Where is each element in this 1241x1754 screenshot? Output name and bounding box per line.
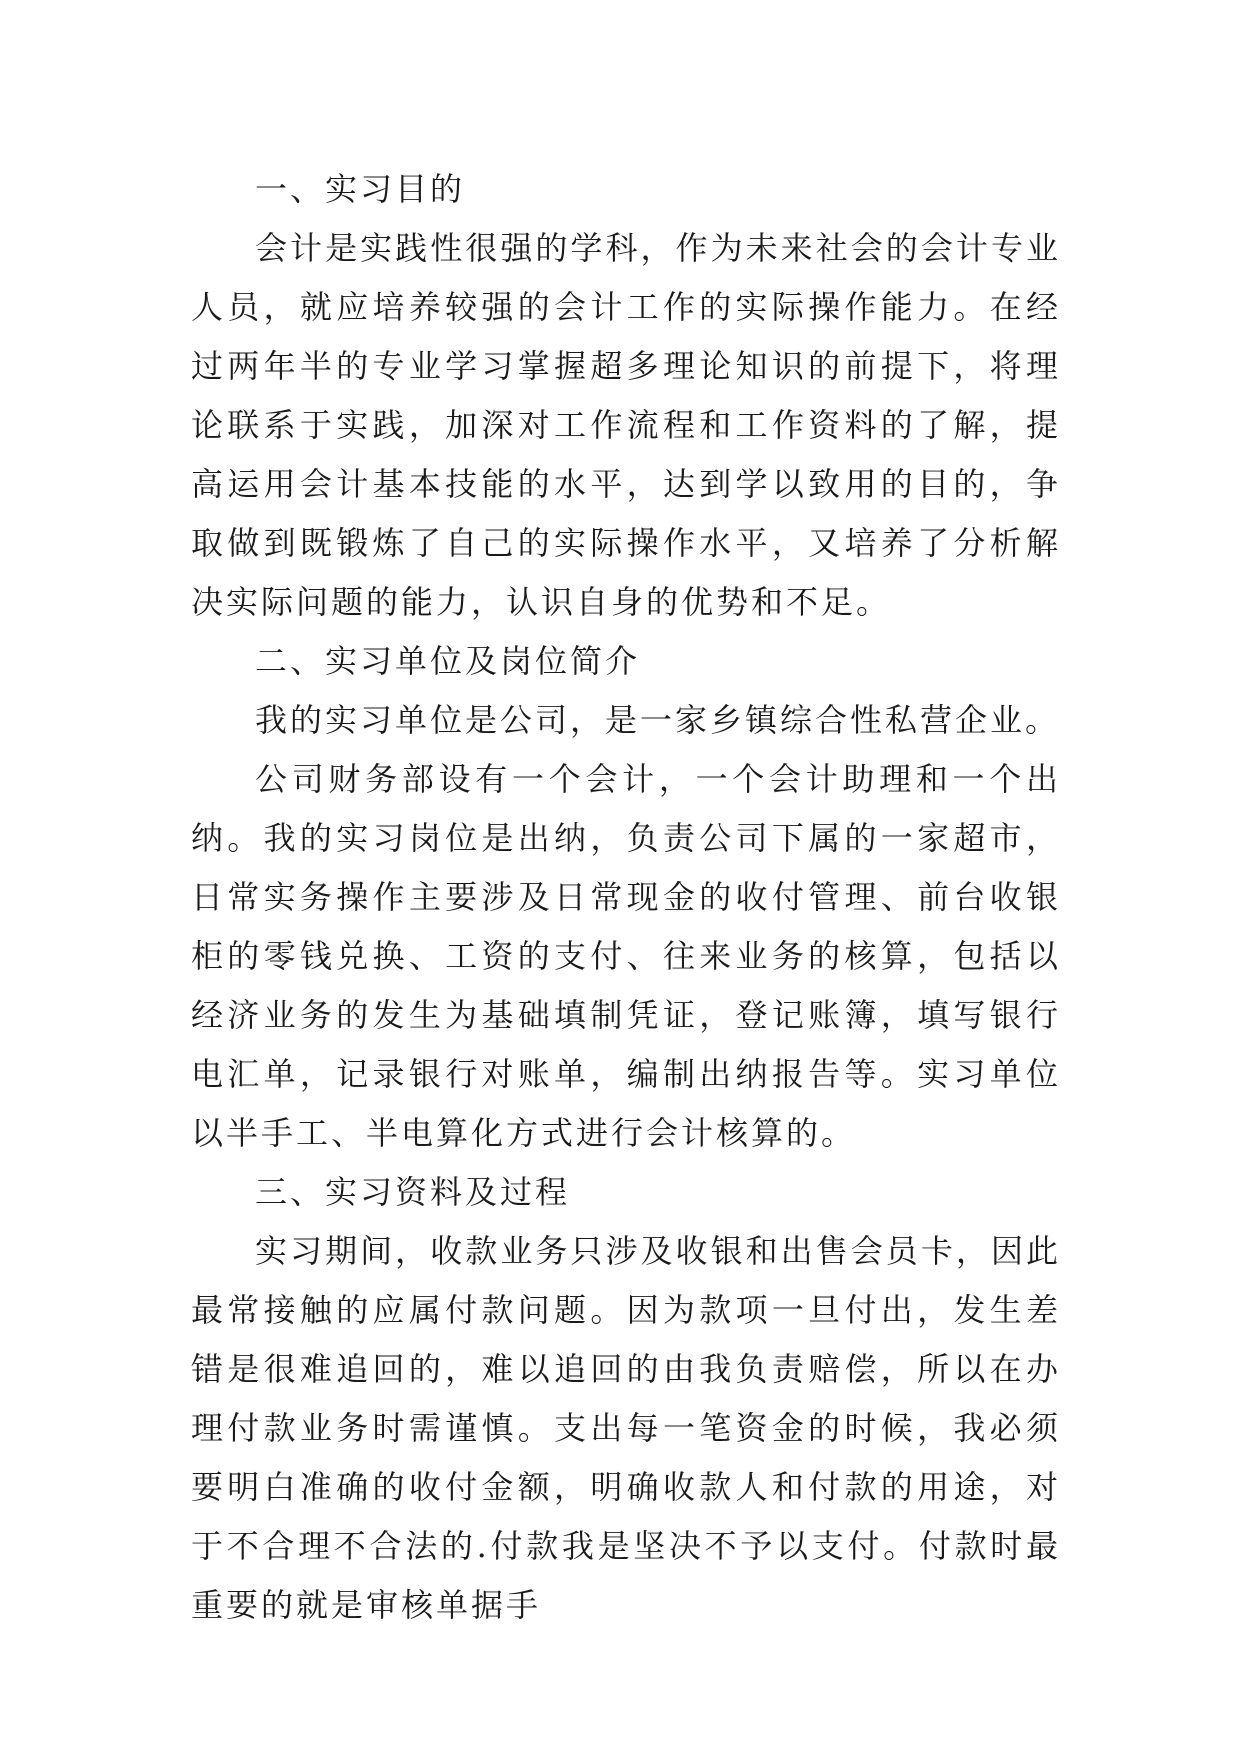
paragraph-2: 我的实习单位是公司，是一家乡镇综合性私营企业。 <box>255 701 1061 739</box>
section-heading-3: 三、实习资料及过程 <box>255 1173 571 1211</box>
section-heading-1: 一、实习目的 <box>255 170 466 208</box>
document-page <box>191 160 1061 1635</box>
paragraph-1: 会计是实践性很强的学科，作为未来社会的会计专业人员，就应培养较强的会计工作的实际操作能力。在经过两年半的专业学习掌握超多理论知识的前提下，将理论联系于实践，加深对工作流程和工作资料的了解，提高运用会计基本技能的水平，达到学以致用的目的，争取做到既锻炼了自己的实际操作水平，又培养了分析解决实际问题的能力，认识自身的优势和不足。 <box>191 229 1061 621</box>
paragraph-3: 公司财务部设有一个会计，一个会计助理和一个出纳。我的实习岗位是出纳，负责公司下属的一家超市，日常实务操作主要涉及日常现金的收付管理、前台收银柜的零钱兑换、工资的支付、往来业务的核算，包括以经济业务的发生为基础填制凭证，登记账簿，填写银行电汇单，记录银行对账单，编制出纳报告等。实习单位以半手工、半电算化方式进行会计核算的。 <box>191 760 1061 1152</box>
paragraph-4: 实习期间，收款业务只涉及收银和出售会员卡，因此最常接触的应属付款问题。因为款项一旦付出，发生差错是很难追回的，难以追回的由我负责赔偿，所以在办理付款业务时需谨慎。支出每一笔资金的时候，我必须要明白准确的收付金额，明确收款人和付款的用途，对于不合理不合法的.付款我是坚决不予以支付。付款时最重要的就是审核单据手 <box>191 1232 1061 1624</box>
section-heading-2: 二、实习单位及岗位简介 <box>255 642 641 680</box>
